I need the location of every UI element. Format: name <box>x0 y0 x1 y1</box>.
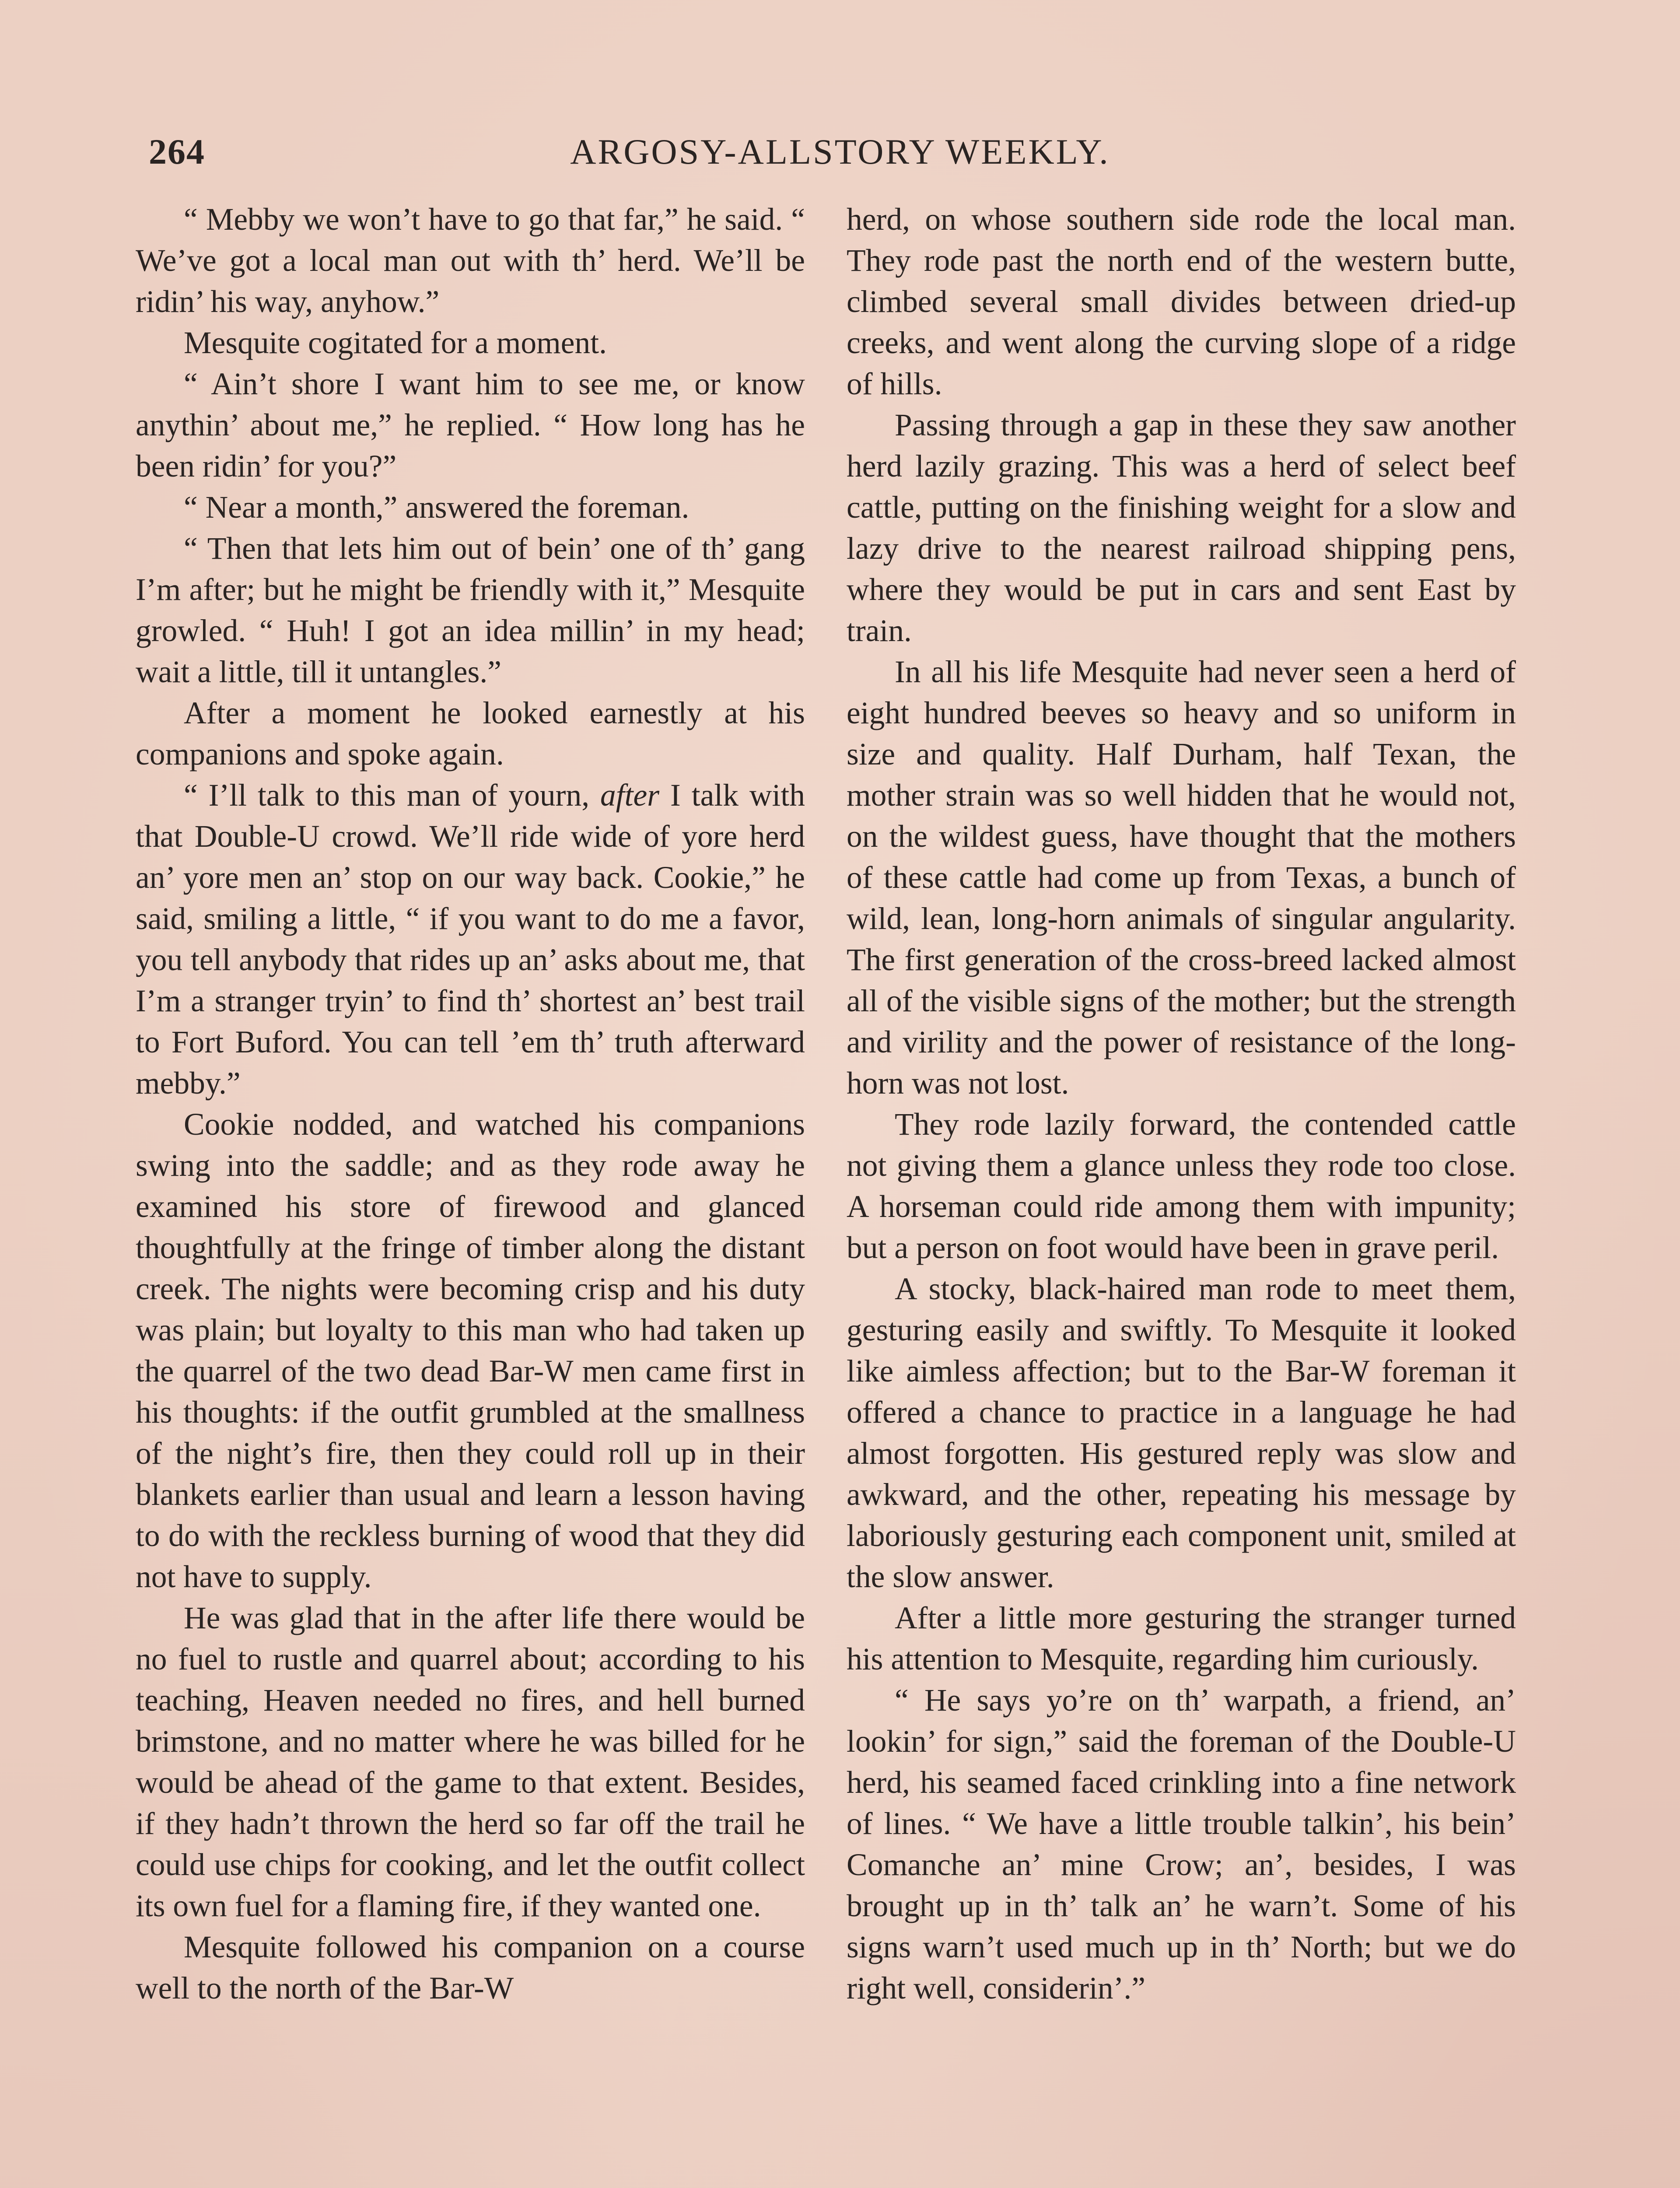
paragraph: Mesquite cogitated for a moment. <box>184 326 607 360</box>
paragraph: “ Then that lets him out of bein’ one of th’ gang I’m after; but he might be friendly with it,” Mesquite growled. “ Huh! I got an idea millin’ in my head; wait a little, till it untangles.” <box>136 531 805 689</box>
paragraph: They rode lazily forward, the contended cattle not giving them a glance unless they rode too close. A horseman could ride among them with impunity; but a person on foot would have been in grave peril. <box>847 1107 1516 1265</box>
page-header <box>149 131 1531 179</box>
paragraph <box>136 775 805 1104</box>
paragraph: “ He says yo’re on th’ warpath, a friend, an’ lookin’ for sign,” said the foreman of the Double-U herd, his seamed faced crinkling into a fine network of lines. “ We have a little trouble talkin’, his bein’ Comanche an’ mine Crow; an’, besides, I was brought up in th’ talk an’ he warn’t. Some of his signs warn’t used much up in th’ North; but we do right well, considerin’.” <box>847 1683 1516 2006</box>
paragraph-continued: herd, on whose southern side rode the local man. They rode past the north end of the western butte, climbed several small divides between dried-up creeks, and went along the curving slope of a ridge of hills. <box>847 202 1516 401</box>
paragraph: He was glad that in the after life there would be no fuel to rustle and quarrel about; according to his teaching, Heaven needed no fires, and hell burned brimstone, and no matter where he was billed for he would be ahead of the game to that extent. Besides, if they hadn’t thrown the herd so far off the trail he could use chips for cooking, and let the outfit collect its own fuel for a flaming fire, if they wanted one. <box>136 1601 805 1923</box>
paragraph: A stocky, black-haired man rode to meet them, gesturing easily and swiftly. To Mesquite it looked like aimless affection; but to the Bar-W foreman it offered a chance to practice in a language he had almost forgotten. His gestured reply was slow and awkward, and the other, repeating his message by laboriously gesturing each component unit, smiled at the slow answer. <box>847 1272 1516 1594</box>
paragraph: “ Ain’t shore I want him to see me, or know anythin’ about me,” he replied. “ How long has he been ridin’ for you?” <box>136 367 805 484</box>
paragraph: After a little more gesturing the stranger turned his attention to Mesquite, regarding him curiously. <box>847 1601 1516 1676</box>
paragraph: “ Mebby we won’t have to go that far,” he said. “ We’ve got a local man out with th’ herd. We’ll be ridin’ his way, anyhow.” <box>136 202 805 319</box>
paragraph: “ Near a month,” answered the foreman. <box>184 490 690 525</box>
paragraph-text: I talk with that Double-U crowd. We’ll ride wide of yore herd an’ yore men an’ stop on our way back. Cookie,” he said, smiling a little, “ if you want to do me a favor, you tell anybody that rides up an’ asks about me, that I’m a stranger tryin’ to find th’ shortest an’ best trail to Fort Buford. You can tell ’em th’ truth afterward mebby.” <box>136 778 805 1101</box>
right-column <box>847 199 1516 2188</box>
paragraph: In all his life Mesquite had never seen a herd of eight hundred beeves so heavy and so uniform in size and quality. Half Durham, half Texan, the mother strain was so well hidden that he would not, on the wildest guess, have thought that the mothers of these cattle had come up from Texas, a bunch of wild, lean, long-horn animals of singular angularity. The first generation of the cross-breed lacked almost all of the visible signs of the mother; but the strength and virility and the power of resistance of the long-horn was not lost. <box>847 655 1516 1101</box>
left-column <box>136 199 805 2188</box>
running-head: ARGOSY-ALLSTORY WEEKLY. <box>570 132 1110 172</box>
paragraph: Cookie nodded, and watched his companions swing into the saddle; and as they rode away he examined his store of firewood and glanced thoughtfully at the fringe of timber along the distant creek. The nights were becoming crisp and his duty was plain; but loyalty to this man who had taken up the quarrel of the two dead Bar-W men came first in his thoughts: if the outfit grumbled at the smallness of the night’s fire, then they could roll up in their blankets earlier than usual and learn a lesson having to do with the reckless burning of wood that they did not have to supply. <box>136 1107 805 1594</box>
paragraph: Mesquite followed his companion on a course well to the north of the Bar-W <box>136 1930 805 2006</box>
paragraph: Passing through a gap in these they saw another herd lazily grazing. This was a herd of select beef cattle, putting on the finishing weight for a slow and lazy drive to the nearest railroad shipping pens, where they would be put in cars and sent East by train. <box>847 408 1516 648</box>
paragraph-text: “ I’ll talk to this man of yourn, <box>184 778 601 813</box>
paragraph: After a moment he looked earnestly at his companions and spoke again. <box>136 696 805 771</box>
page-number: 264 <box>149 132 205 172</box>
emphasis-text: after <box>600 778 660 813</box>
